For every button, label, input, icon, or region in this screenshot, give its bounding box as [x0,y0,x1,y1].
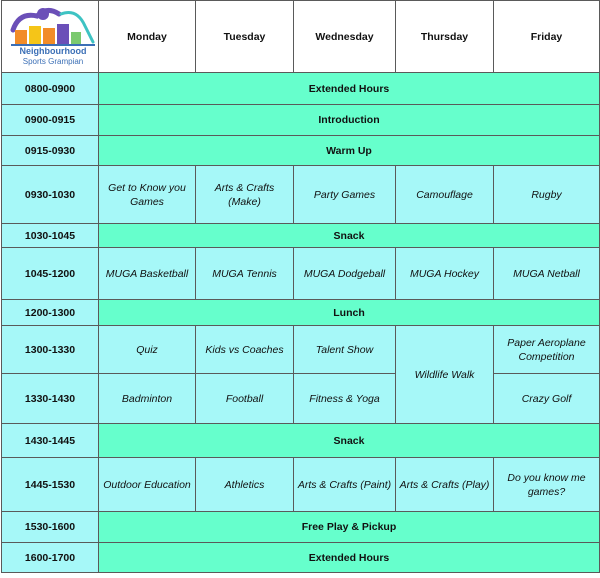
table-row [2,458,600,512]
all-days-activity: Extended Hours [99,73,600,105]
time-cell: 1430-1445 [2,424,99,458]
day-header-wednesday: Wednesday [294,1,396,73]
activity-cell-thursday: Camouflage [396,166,494,224]
activity-cell-monday: Outdoor Education [99,458,196,512]
all-days-activity: Lunch [99,300,600,326]
activity-cell-tuesday: Kids vs Coaches [196,326,294,374]
time-cell: 0900-0915 [2,105,99,136]
time-cell: 1530-1600 [2,512,99,543]
activity-cell-friday: MUGA Netball [494,248,600,300]
activity-cell-friday: Do you know me games? [494,458,600,512]
all-days-activity: Snack [99,424,600,458]
activity-cell-thursday: MUGA Hockey [396,248,494,300]
logo-cell [2,1,99,73]
logo-title: Neighbourhood [19,45,87,56]
activity-cell-wednesday: Arts & Crafts (Paint) [294,458,396,512]
activity-cell-friday: Crazy Golf [494,374,600,424]
all-days-activity: Free Play & Pickup [99,512,600,543]
activity-cell-wednesday: Fitness & Yoga [294,374,396,424]
time-cell: 1445-1530 [2,458,99,512]
activity-cell-friday: Paper Aeroplane Competition [494,326,600,374]
time-cell: 1300-1330 [2,326,99,374]
all-days-activity: Introduction [99,105,600,136]
table-row [2,248,600,300]
table-row [2,73,600,105]
activity-cell-monday: MUGA Basketball [99,248,196,300]
table-row [2,326,600,374]
table-row [2,424,600,458]
day-header-friday: Friday [494,1,600,73]
activity-cell-monday: Quiz [99,326,196,374]
activity-cell-wednesday: Party Games [294,166,396,224]
table-row [2,543,600,573]
all-days-activity: Snack [99,224,600,248]
activity-cell-wednesday: Talent Show [294,326,396,374]
activity-cell-thursday: Arts & Crafts (Play) [396,458,494,512]
time-cell: 1600-1700 [2,543,99,573]
day-header-tuesday: Tuesday [196,1,294,73]
time-cell: 0930-1030 [2,166,99,224]
day-header-thursday: Thursday [396,1,494,73]
time-cell: 1330-1430 [2,374,99,424]
table-row [2,512,600,543]
activity-cell-tuesday: Arts & Crafts (Make) [196,166,294,224]
time-cell: 1030-1045 [2,224,99,248]
all-days-activity: Warm Up [99,136,600,166]
time-cell: 1200-1300 [2,300,99,326]
activity-cell-monday: Badminton [99,374,196,424]
schedule-table [1,0,600,573]
activity-cell-tuesday: MUGA Tennis [196,248,294,300]
activity-cell-tuesday: Athletics [196,458,294,512]
activity-cell-thursday: Wildlife Walk [396,326,494,424]
table-row [2,105,600,136]
table-row [2,224,600,248]
table-row [2,166,600,224]
activity-cell-monday: Get to Know you Games [99,166,196,224]
all-days-activity: Extended Hours [99,543,600,573]
table-row [2,300,600,326]
activity-cell-friday: Rugby [494,166,600,224]
logo [5,2,99,72]
day-header-monday: Monday [99,1,196,73]
activity-cell-tuesday: Football [196,374,294,424]
table-row [2,136,600,166]
time-cell: 0800-0900 [2,73,99,105]
time-cell: 1045-1200 [2,248,99,300]
activity-cell-wednesday: MUGA Dodgeball [294,248,396,300]
logo-subtitle: Sports Grampian [22,56,84,66]
time-cell: 0915-0930 [2,136,99,166]
header-row [2,1,600,73]
table-row [2,374,600,424]
logo-graphic [7,4,99,48]
